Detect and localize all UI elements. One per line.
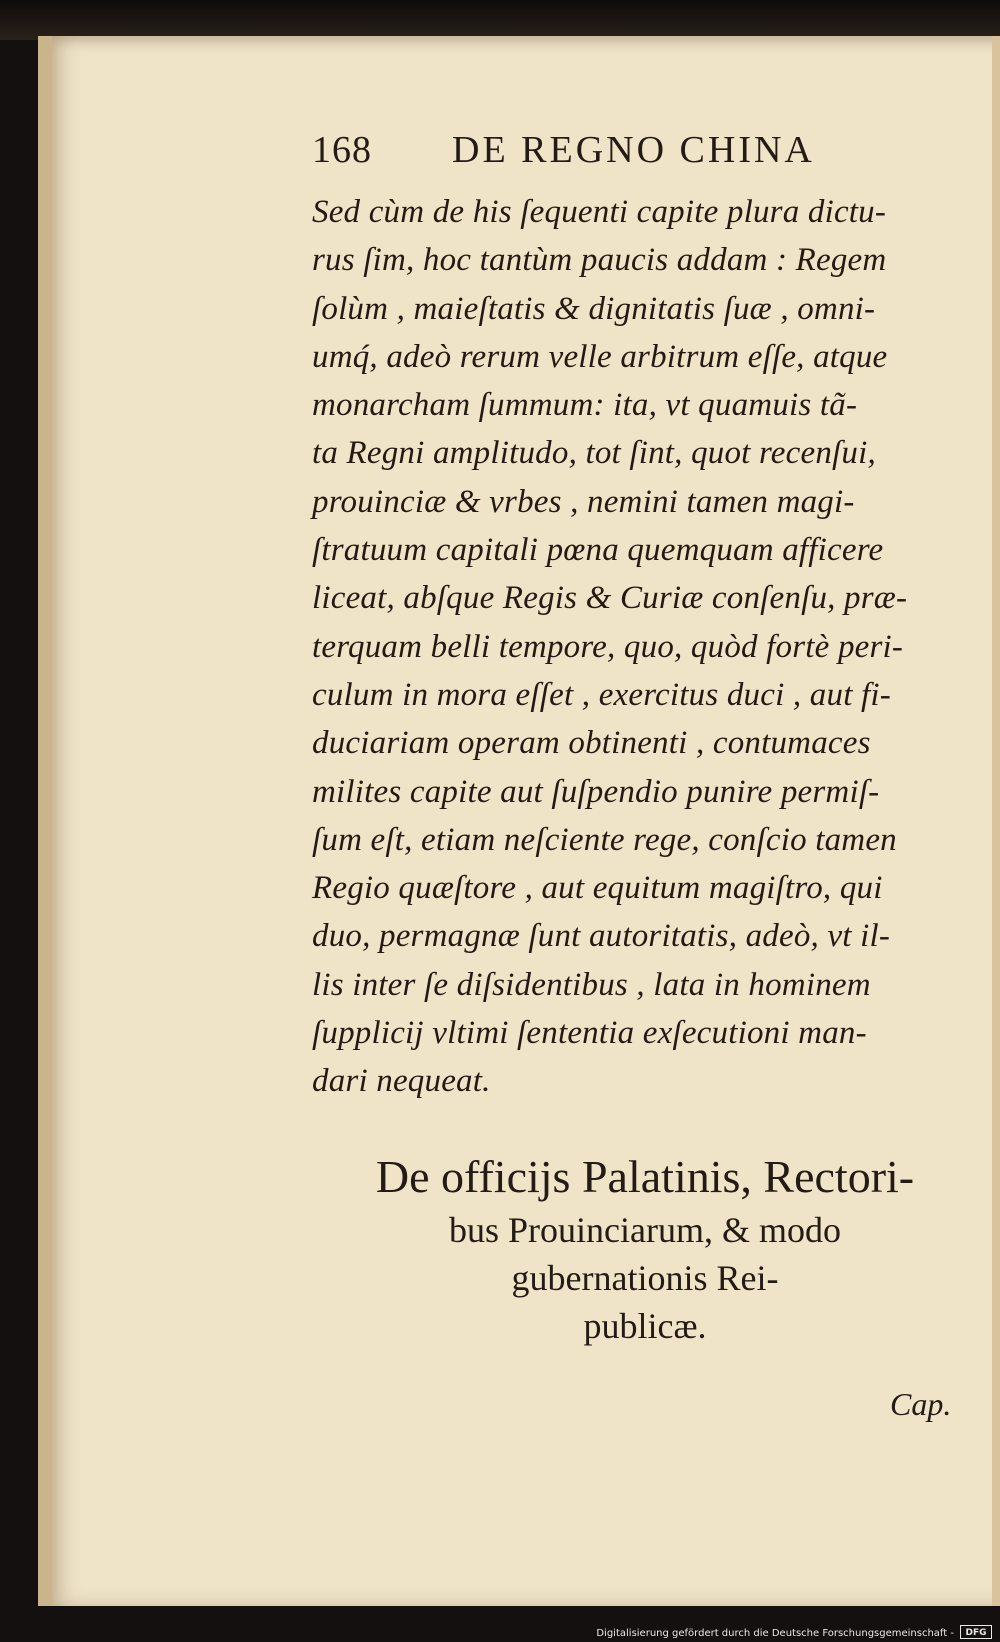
body-text — [312, 188, 972, 1106]
chapter-heading — [300, 1148, 990, 1350]
body-line: rus ſim, hoc tantùm paucis addam : Regem — [312, 242, 887, 279]
body-line: ſupplicij vltimi ſententia exſecutioni man- — [312, 1015, 867, 1052]
catchword: Cap. — [890, 1386, 952, 1422]
body-line: prouinciæ & vrbes , nemini tamen magi- — [312, 483, 855, 520]
body-line: dari nequeat. — [312, 1063, 491, 1100]
page-header — [312, 128, 872, 178]
body-line: milites capite aut ſuſpendio punire permiſ- — [312, 773, 880, 810]
page-number: 168 — [312, 129, 372, 171]
body-line: liceat, abſque Regis & Curiæ conſenſu, præ- — [312, 580, 908, 617]
scan-background — [0, 0, 1000, 40]
page-edge — [992, 36, 1000, 1606]
digitization-credit: Digitalisierung gefördert durch die Deutsche Forschungsgemeinschaft - — [596, 1628, 954, 1639]
chapter-heading-line: publicæ. — [583, 1306, 707, 1346]
chapter-heading-line: bus Prouinciarum, & modo — [449, 1210, 841, 1250]
body-line: ſum eſt, etiam neſciente rege, conſcio tamen — [312, 821, 897, 858]
body-line: Regio quæſtore , aut equitum magiſtro, qui — [312, 870, 883, 907]
body-line: ſtratuum capitali pœna quemquam afficere — [312, 532, 884, 569]
dfg-logo: DFG — [960, 1625, 992, 1639]
body-line: lis inter ſe diſsidentibus , lata in hominem — [312, 966, 871, 1003]
body-line: Sed cùm de his ſequenti capite plura dictu- — [312, 194, 887, 230]
body-line: monarcham ſummum: ita, vt quamuis tã- — [312, 387, 858, 424]
body-line: umq́, adeò rerum velle arbitrum eſſe, atque — [312, 338, 888, 375]
body-line: terquam belli tempore, quo, quòd fortè peri- — [312, 628, 904, 665]
body-line: culum in mora eſſet , exercitus duci , aut fi- — [312, 676, 891, 713]
body-line: ſolùm , maieſtatis & dignitatis ſuæ , omni- — [312, 290, 876, 327]
body-line: duo, permagnæ ſunt autoritatis, adeò, vt il- — [312, 918, 891, 955]
body-line: ta Regni amplitudo, tot ſint, quot recenſui, — [312, 435, 876, 472]
body-line: duciariam operam obtinenti , contumaces — [312, 725, 871, 762]
chapter-heading-line: gubernationis Rei- — [511, 1258, 779, 1298]
chapter-heading-line: De officijs Palatinis, Rectori- — [375, 1151, 915, 1202]
running-title: DE REGNO CHINA — [452, 129, 815, 171]
